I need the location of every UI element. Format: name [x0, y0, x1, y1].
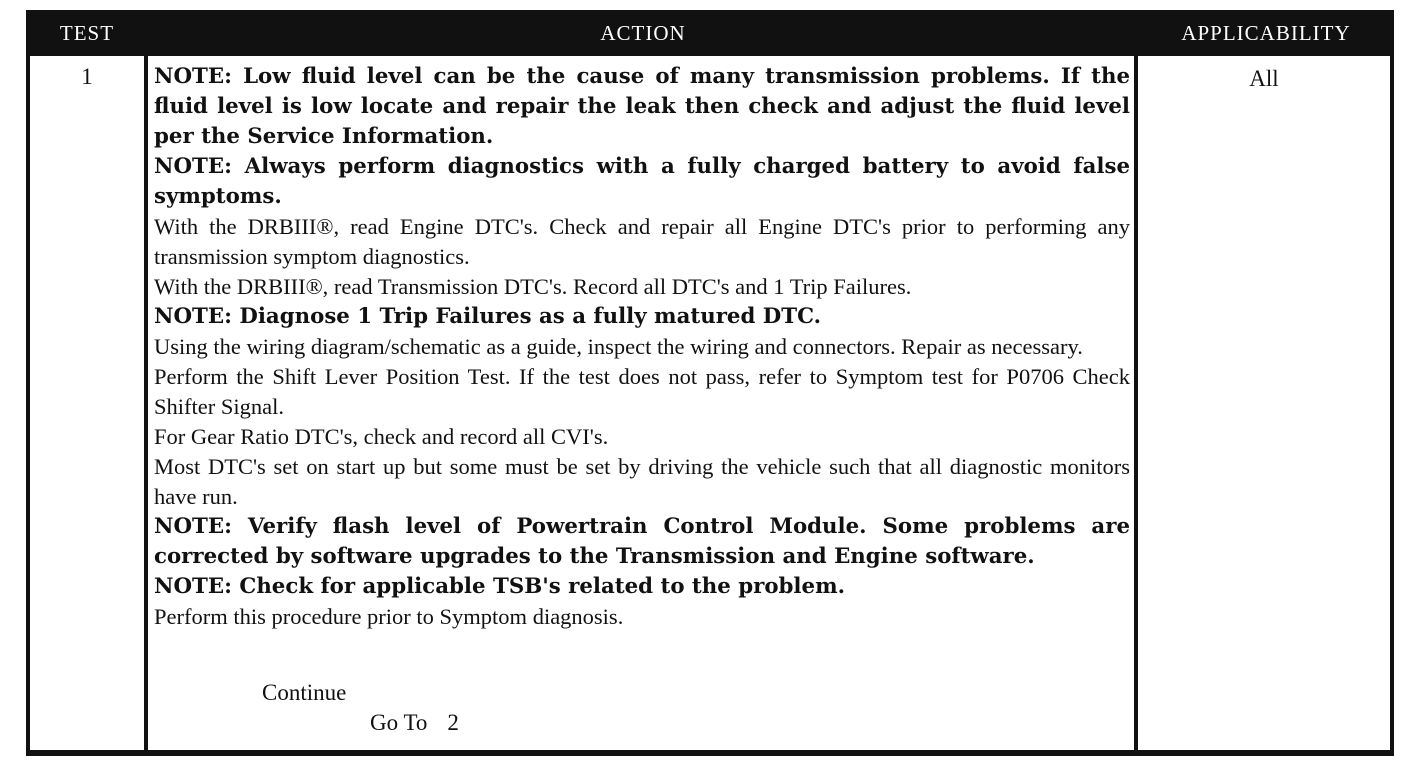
applicability-cell: [1138, 56, 1390, 750]
test-number: 1: [81, 64, 93, 89]
action-paragraph: NOTE: Low fluid level can be the cause of many transmission problems. If the fluid level is low locate and repair the leak then check and adjust the fluid level per the Service Information.: [154, 64, 1130, 149]
action-paragraph: With the DRBIII®, read Transmission DTC's. Record all DTC's and 1 Trip Failures.: [154, 274, 912, 299]
action-paragraph: NOTE: Diagnose 1 Trip Failures as a fully matured DTC.: [154, 304, 822, 329]
action-paragraph: NOTE: Verify flash level of Powertrain Control Module. Some problems are corrected by software upgrades to the Transmission and Engine software.: [154, 514, 1130, 569]
action-paragraph: Most DTC's set on start up but some must be set by driving the vehicle such that all diagnostic monitors have run.: [154, 454, 1130, 509]
header-action: ACTION: [600, 20, 686, 45]
action-paragraph: For Gear Ratio DTC's, check and record all CVI's.: [154, 424, 609, 449]
header-applicability: APPLICABILITY: [1181, 20, 1351, 45]
test-cell: [30, 56, 144, 750]
continue-label: Continue: [262, 680, 347, 705]
action-paragraph: Perform the Shift Lever Position Test. If the test does not pass, refer to Symptom test for P0706 Check Shifter Signal.: [154, 364, 1130, 419]
header-test: TEST: [59, 20, 115, 45]
diagnostic-table: [26, 10, 1394, 756]
action-paragraph: NOTE: Check for applicable TSB's related to the problem.: [154, 574, 846, 599]
goto-line: [370, 710, 459, 736]
action-paragraph: Using the wiring diagram/schematic as a guide, inspect the wiring and connectors. Repair as necessary.: [154, 334, 1083, 359]
applicability-value: All: [1249, 66, 1279, 91]
action-text: [148, 56, 1134, 632]
action-paragraph: With the DRBIII®, read Engine DTC's. Check and repair all Engine DTC's prior to performing any transmission symptom diagnostics.: [154, 214, 1130, 269]
goto-label: Go To: [370, 710, 428, 735]
action-paragraph: Perform this procedure prior to Symptom diagnosis.: [154, 604, 624, 629]
goto-target: 2: [447, 710, 459, 735]
action-cell: [148, 56, 1134, 750]
action-paragraph: NOTE: Always perform diagnostics with a fully charged battery to avoid false symptoms.: [154, 154, 1130, 209]
